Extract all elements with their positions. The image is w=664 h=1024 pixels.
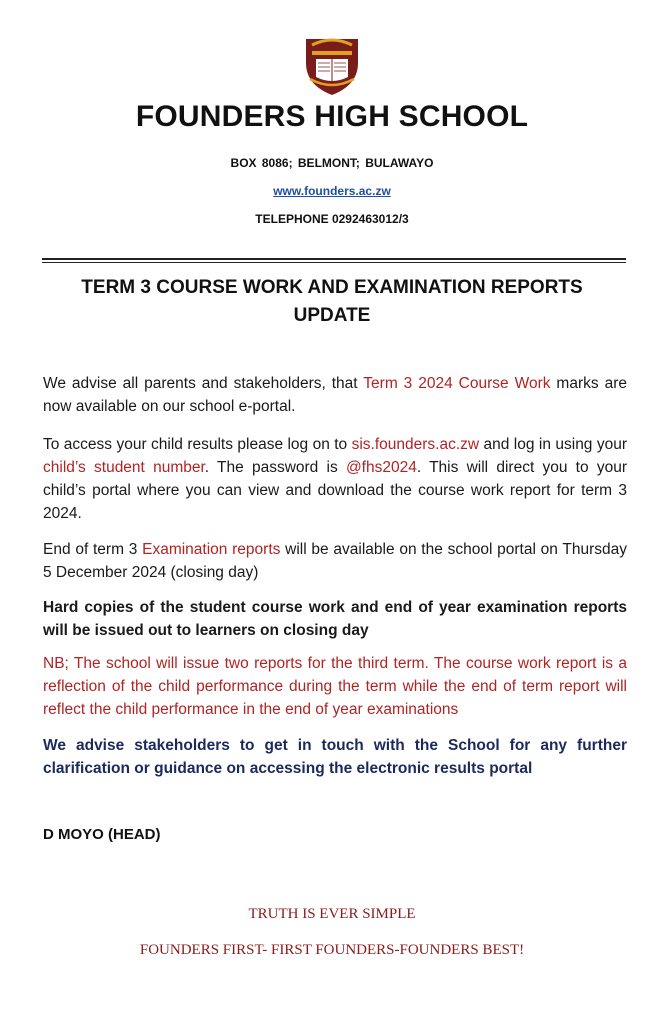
telephone: TELEPHONE 0292463012/3 xyxy=(255,212,409,226)
paragraph-course-work-available: We advise all parents and stakeholders, that Term 3 2024 Course Work marks are now available on our school e-portal. xyxy=(43,375,627,415)
document-title xyxy=(50,274,614,330)
paragraph-exam-reports: End of term 3 Examination reports will be available on the school portal on Thursday 5 December 2024 (closing day) xyxy=(43,541,627,581)
school-name: FOUNDERS HIGH SCHOOL xyxy=(135,100,529,133)
footer-motto: TRUTH IS EVER SIMPLE xyxy=(248,906,416,922)
paragraph-nb-note: NB; The school will issue two reports for the third term. The course work report is a reflection of the child performance during the term while the end of term report will reflect the child performance in the end of year examinations xyxy=(43,655,627,718)
paragraph-hard-copies: Hard copies of the student course work and end of year examination reports will be issued out to learners on closing day xyxy=(43,599,627,639)
website-line xyxy=(0,184,664,198)
highlight-course-work: Term 3 2024 Course Work xyxy=(363,375,551,392)
title-line-1: TERM 3 COURSE WORK AND EXAMINATION REPORTS xyxy=(81,277,583,298)
school-address: BOX 8086; BELMONT; BULAWAYO xyxy=(230,156,434,170)
password-text: @fhs2024 xyxy=(345,459,417,476)
title-line-2: UPDATE xyxy=(293,305,371,326)
footer-slogan: FOUNDERS FIRST- FIRST FOUNDERS-FOUNDERS BEST! xyxy=(139,942,525,958)
paragraph-portal-access: To access your child results please log on to sis.founders.ac.zw and log in using your child’s student number. The password is @fhs2024. This will direct you to your child’s portal where you can view and download the course work report for term 3 2024. xyxy=(43,436,628,522)
signature: D MOYO (HEAD) xyxy=(43,826,161,843)
portal-link[interactable]: sis.founders.ac.zw xyxy=(351,436,480,453)
website-link[interactable]: www.founders.ac.zw xyxy=(273,184,391,198)
header-divider xyxy=(42,258,626,260)
header-divider-thin xyxy=(42,262,626,263)
paragraph-contact-advice: We advise stakeholders to get in touch with the School for any further clarification or guidance on accessing the electronic results portal xyxy=(43,737,627,777)
highlight-student-number: child’s student number xyxy=(43,459,205,476)
highlight-exam-reports: Examination reports xyxy=(142,541,281,558)
school-crest-logo xyxy=(296,33,368,97)
